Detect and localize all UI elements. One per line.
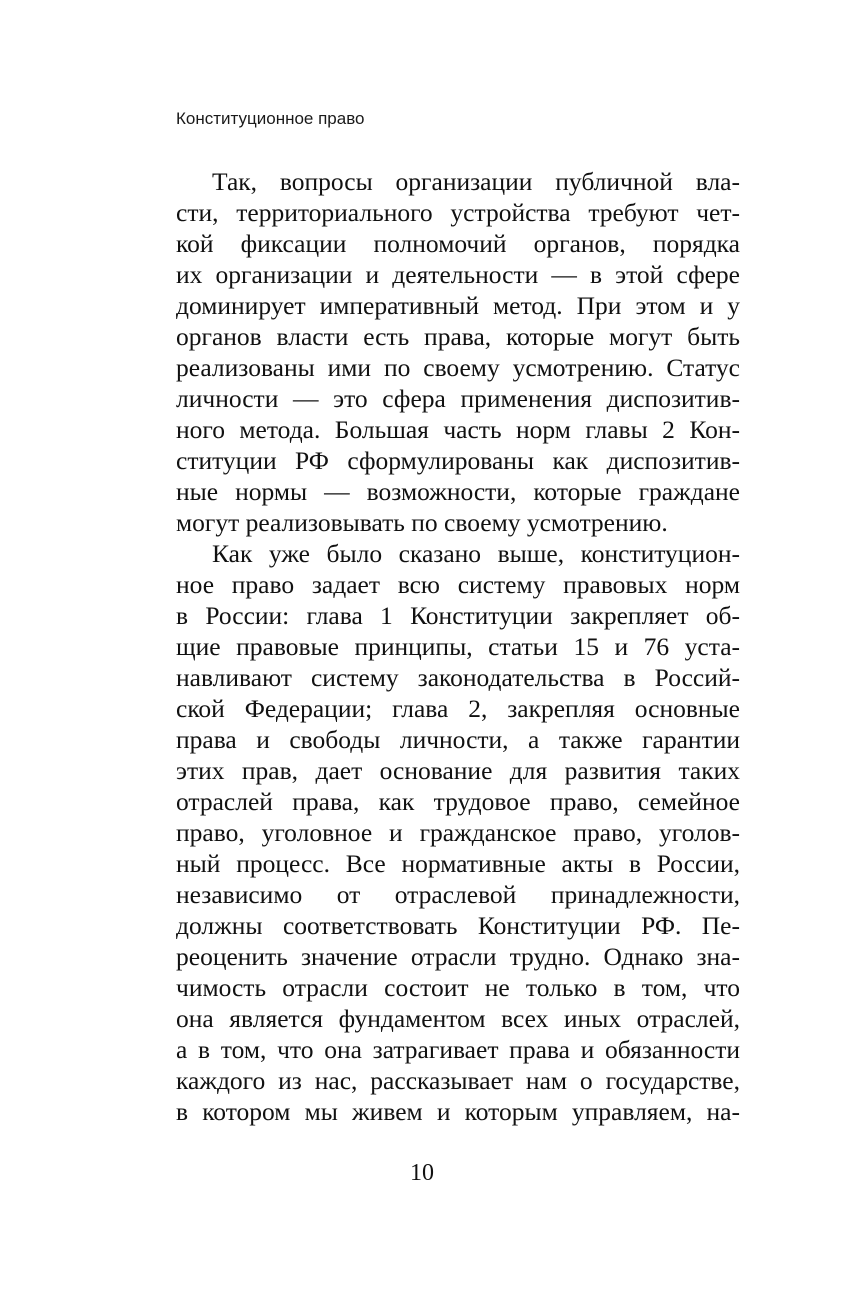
text-line: каждого из нас, рассказывает нам о государстве, bbox=[176, 1066, 740, 1095]
text-line: доминирует императивный метод. При этом и у bbox=[176, 291, 740, 320]
text-line: чимость отрасли состоит не только в том, что bbox=[176, 973, 740, 1002]
text-line: ституции РФ сформулированы как диспозитив- bbox=[176, 446, 740, 475]
text-line: ные нормы — возможности, которые граждане bbox=[176, 477, 740, 506]
text-line: Так, вопросы организации публичной вла- bbox=[212, 167, 740, 196]
text-line: ской Федерации; глава 2, закрепляя основные bbox=[176, 694, 740, 723]
text-line: сти, территориального устройства требуют чет- bbox=[176, 198, 740, 227]
text-line: право, уголовное и гражданское право, уголов- bbox=[176, 818, 740, 847]
text-line: независимо от отраслевой принадлежности, bbox=[176, 880, 740, 909]
text-line: ный процесс. Все нормативные акты в России, bbox=[176, 849, 740, 878]
text-line: ное право задает всю систему правовых норм bbox=[176, 570, 740, 599]
text-line: Как уже было сказано выше, конституцион- bbox=[212, 539, 740, 568]
text-line: органов власти есть права, которые могут быть bbox=[176, 322, 740, 351]
text-line: в России: глава 1 Конституции закрепляет об- bbox=[176, 601, 740, 630]
text-line: навливают систему законодательства в Россий- bbox=[176, 663, 740, 692]
text-line: кой фиксации полномочий органов, порядка bbox=[176, 229, 740, 258]
text-line: реоценить значение отрасли трудно. Однако зна- bbox=[176, 942, 740, 971]
running-header: Конституционное право bbox=[176, 109, 365, 128]
text-line: должны соответствовать Конституции РФ. Пе- bbox=[176, 911, 740, 940]
text-line: этих прав, дает основание для развития таких bbox=[176, 756, 740, 785]
text-line: отраслей права, как трудовое право, семейное bbox=[176, 787, 740, 816]
text-line: реализованы ими по своему усмотрению. Статус bbox=[176, 353, 740, 382]
text-line: могут реализовывать по своему усмотрению. bbox=[176, 508, 668, 537]
page-number: 10 bbox=[410, 1160, 434, 1186]
text-line: права и свободы личности, а также гарантии bbox=[176, 725, 740, 754]
text-line: она является фундаментом всех иных отраслей, bbox=[176, 1004, 740, 1033]
text-line: а в том, что она затрагивает права и обязанности bbox=[176, 1035, 740, 1064]
text-line: их организации и деятельности — в этой сфере bbox=[176, 260, 740, 289]
text-line: ного метода. Большая часть норм главы 2 Кон- bbox=[176, 415, 740, 444]
text-line: личности — это сфера применения диспозитив- bbox=[176, 384, 740, 413]
text-line: щие правовые принципы, статьи 15 и 76 уста- bbox=[176, 632, 740, 661]
body-text bbox=[176, 166, 740, 1127]
text-line: в котором мы живем и которым управляем, на- bbox=[176, 1097, 740, 1126]
